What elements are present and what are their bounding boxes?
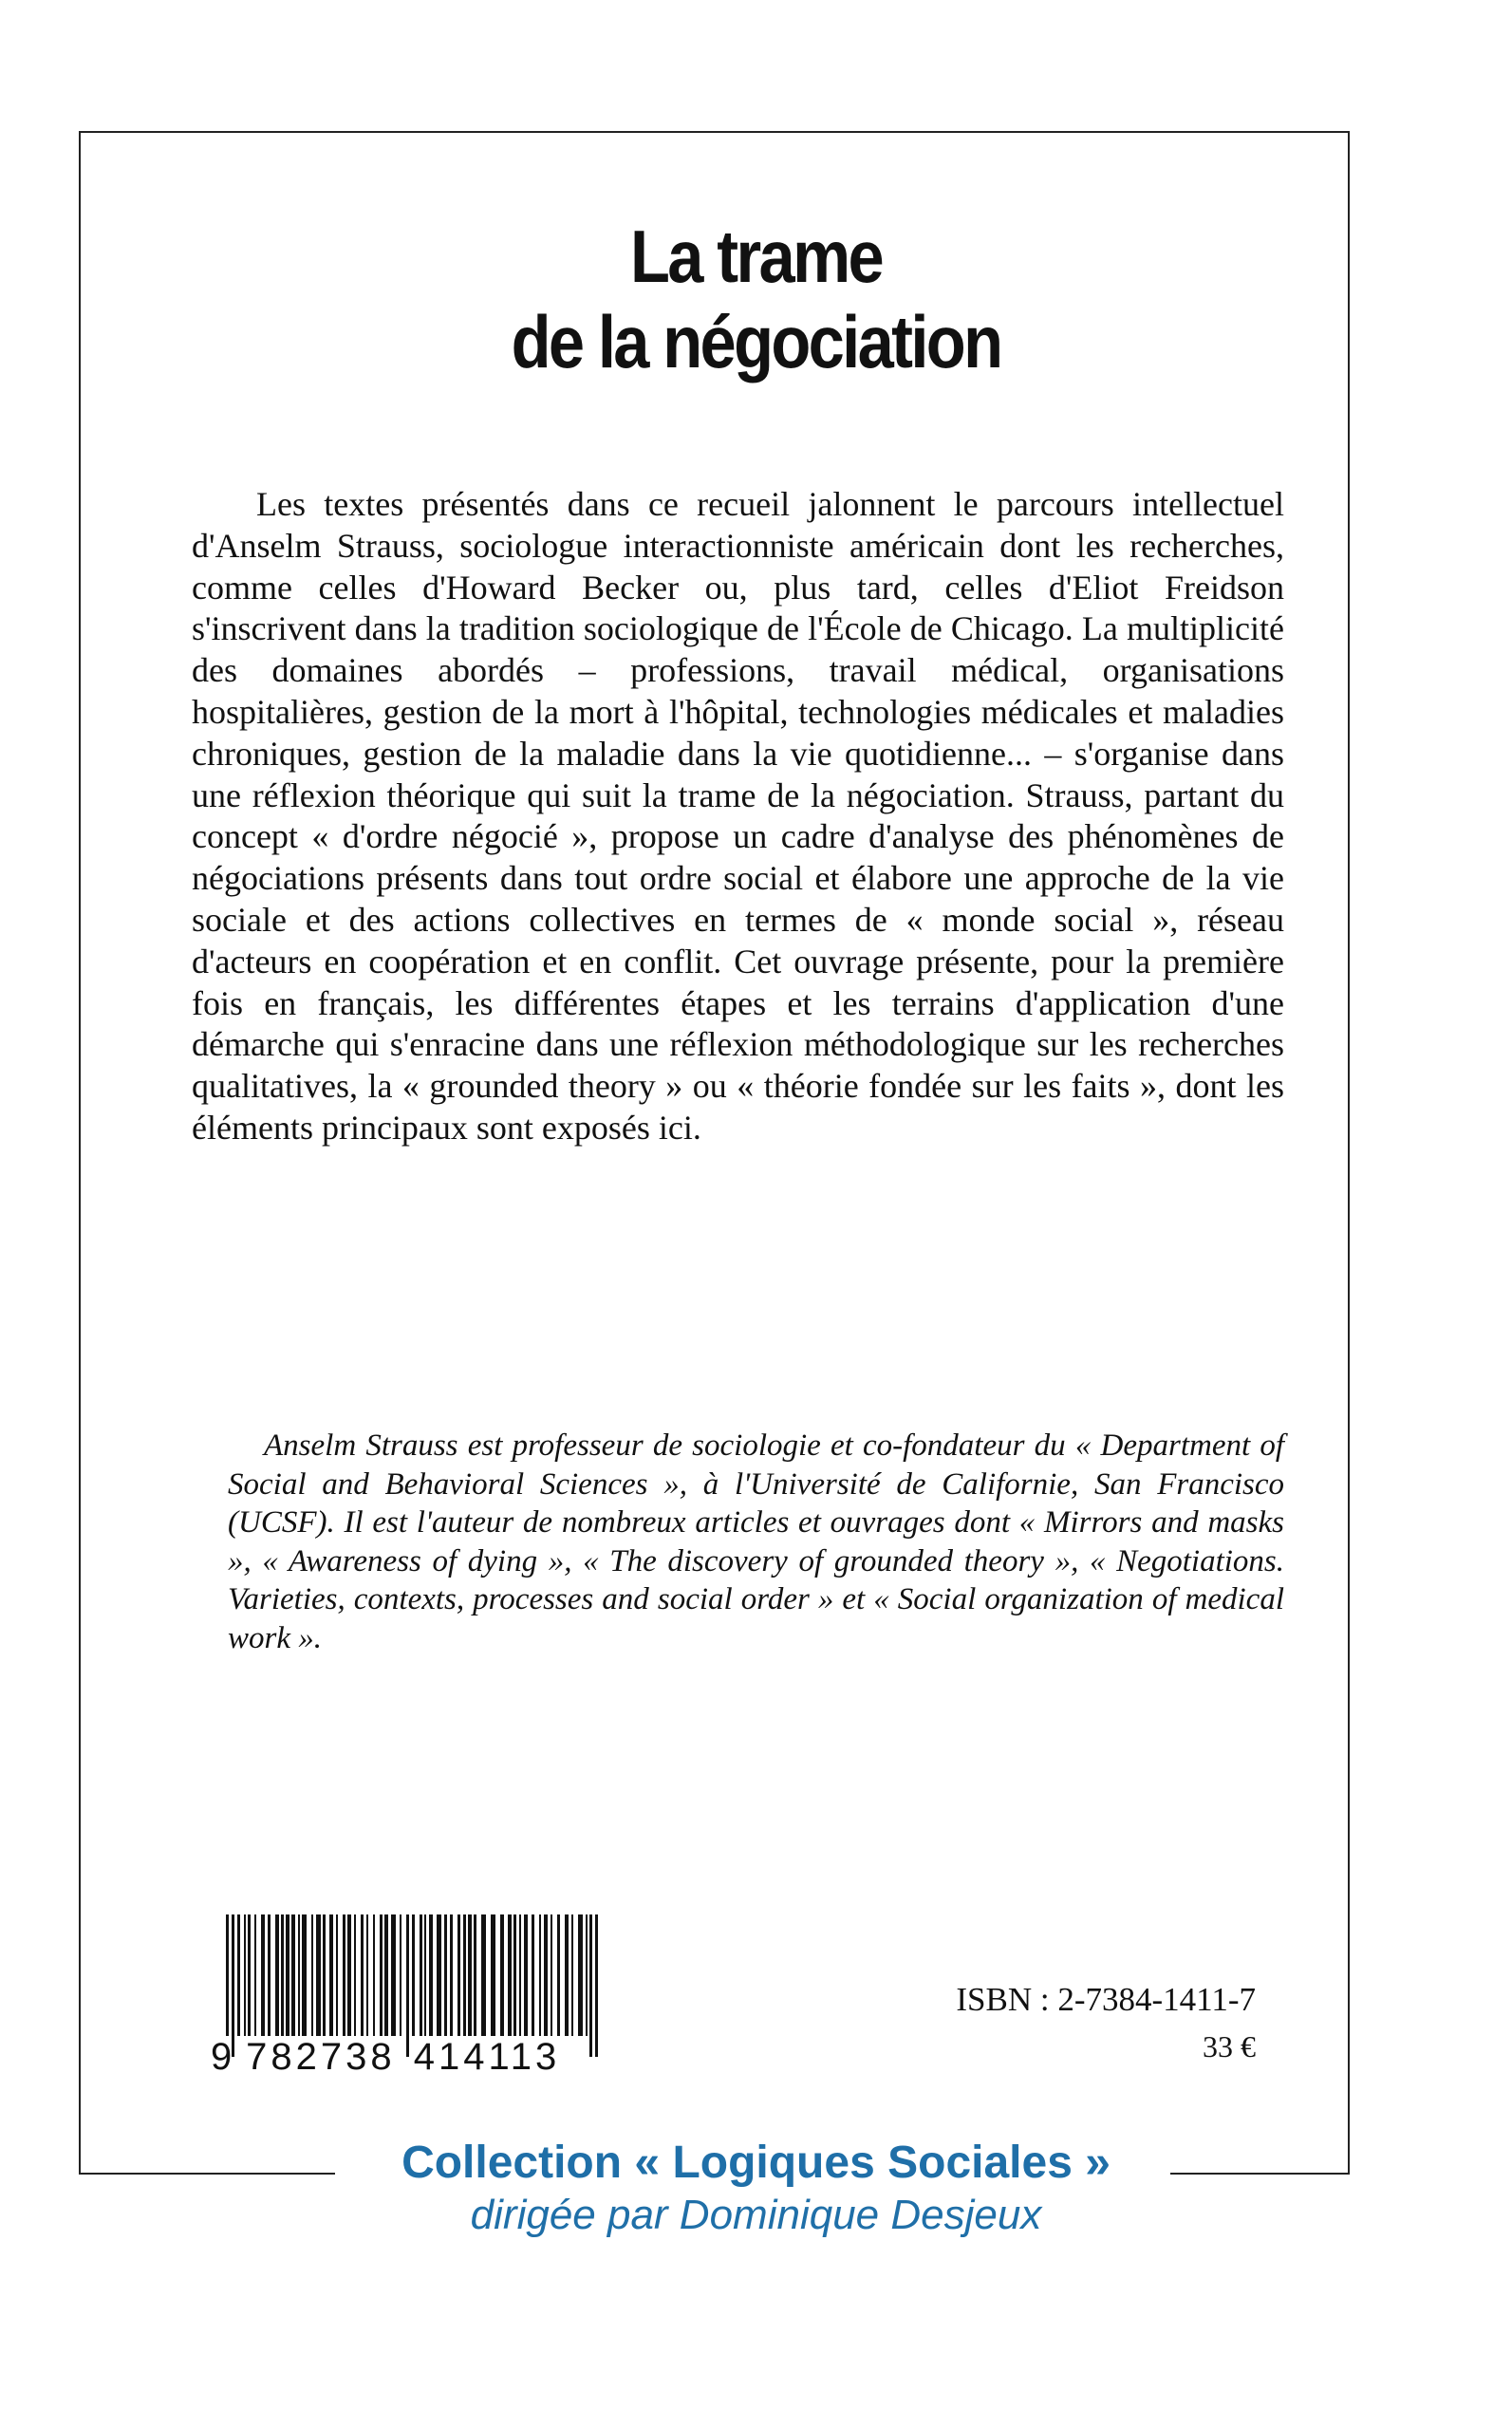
barcode-bar: [424, 1914, 426, 2036]
barcode-bar: [519, 1914, 521, 2036]
barcode-bar: [524, 1914, 528, 2036]
collection-name: Collection « Logiques Sociales »: [401, 2138, 1111, 2188]
barcode-bar: [298, 1914, 300, 2036]
barcode-bar: [481, 1914, 486, 2036]
collection-director: dirigée par Dominique Desjeux: [470, 2192, 1042, 2238]
back-cover-abstract: Les textes présentés dans ce recueil jalonnent le parcours intellectuel d'Anselm Strauss, sociologue interactionniste américain dont les recherches, comme celles d'Howard Becker ou, plus tard, celles d'Eliot Freidson s'inscrivent dans la tradition sociologique de l'École de Chicago. La multiplicité des domaines abordés – professions, travail médical, organisations hospitalières, gestion de la mort à l'hôpital, technologies médicales et maladies chroniques, gestion de la maladie dans la vie quotidienne... – s'organise dans une réflexion théorique qui suit la trame de la négociation. Strauss, partant du concept « d'ordre négocié », propose un cadre d'analyse des phénomènes de négociations présents dans tout ordre social et élabore une approche de la vie sociale et des actions collectives en termes de « monde social », réseau d'acteurs en coopération et en conflit. Cet ouvrage présente, pour la première fois en français, les différentes étapes et les terrains d'application d'une démarche qui s'enracine dans une réflexion méthodologique sur les recherches qualitatives, la « grounded theory » ou « théorie fondée sur les faits », dont les éléments principaux sont exposés ici.: [192, 485, 1284, 1147]
barcode-bar: [551, 1914, 552, 2036]
barcode-bar: [380, 1914, 383, 2036]
isbn-barcode: [211, 1914, 606, 2076]
barcode-digit-group-1: 782738: [246, 2036, 396, 2078]
barcode-lead-digit: 9: [211, 2036, 236, 2078]
barcode-bar: [323, 1914, 326, 2036]
barcode-digits: [211, 2036, 606, 2078]
barcode-bar: [316, 1914, 321, 2036]
barcode-bar: [391, 1914, 396, 2036]
author-bio: Anselm Strauss est professeur de sociologie et co-fondateur du « Department of Social and Behavioral Sciences », à l'Université de Californie, San Francisco (UCSF). Il est l'auteur de nombreux articles et ouvrages dont « Mirrors and masks », « Awareness of dying », « The discovery of grounded theory », « Negotiations. Varieties, contexts, processes and social order » et « Social organization of medical work ».: [228, 1429, 1284, 1655]
barcode-bar: [244, 1914, 246, 2036]
barcode-bar: [565, 1914, 569, 2036]
barcode-bar: [354, 1914, 356, 2036]
book-title-line-2: de la négociation: [511, 300, 1001, 383]
barcode-bar: [557, 1914, 560, 2036]
barcode-bar: [254, 1914, 256, 2036]
cover-frame: [79, 131, 1350, 2175]
barcode-bar: [268, 1914, 271, 2036]
barcode-bar: [544, 1914, 548, 2036]
barcode-bar: [329, 1914, 333, 2036]
barcode-bar: [450, 1914, 453, 2036]
barcode-bar: [444, 1914, 447, 2036]
barcode-bar: [261, 1914, 265, 2036]
barcode-bar: [532, 1914, 534, 2036]
barcode-bar: [286, 1914, 289, 2036]
barcode-bar: [420, 1914, 422, 2036]
barcode-bar: [347, 1914, 351, 2036]
barcode-bar: [571, 1914, 573, 2036]
barcode-bar: [500, 1914, 504, 2036]
barcode-bar: [457, 1914, 460, 2036]
barcode-bar: [400, 1914, 401, 2036]
barcode-bar: [311, 1914, 313, 2036]
barcode-bar: [275, 1914, 279, 2036]
barcode-bar: [586, 1914, 588, 2036]
barcode-bar: [237, 1914, 240, 2036]
barcode-bar: [361, 1914, 364, 2036]
barcode-bar: [291, 1914, 295, 2036]
barcode-bar: [366, 1914, 368, 2036]
barcode-bar: [539, 1914, 541, 2036]
barcode-bar: [437, 1914, 441, 2036]
barcode-bar: [429, 1914, 433, 2036]
price: 33 €: [1203, 2029, 1256, 2064]
barcode-bar: [336, 1914, 338, 2036]
book-title: [91, 214, 1422, 384]
barcode-bar: [373, 1914, 375, 2036]
barcode-bar: [513, 1914, 516, 2036]
barcode-bar: [248, 1914, 251, 2036]
barcode-bar: [491, 1914, 495, 2036]
barcode-digit-group-2: 414113: [413, 2036, 561, 2078]
barcode-bar: [302, 1914, 307, 2036]
barcode-bar: [474, 1914, 476, 2036]
barcode-bar: [343, 1914, 345, 2036]
isbn-number: ISBN : 2-7384-1411-7: [956, 1981, 1256, 2018]
collection-info: [0, 2136, 1512, 2240]
barcode-bar: [468, 1914, 472, 2036]
barcode-bar: [384, 1914, 388, 2036]
book-title-line-1: La trame: [629, 215, 882, 298]
barcode-bar: [578, 1914, 583, 2036]
barcode-bar: [508, 1914, 512, 2036]
barcode-bar: [281, 1914, 284, 2036]
barcode-bar: [463, 1914, 466, 2036]
